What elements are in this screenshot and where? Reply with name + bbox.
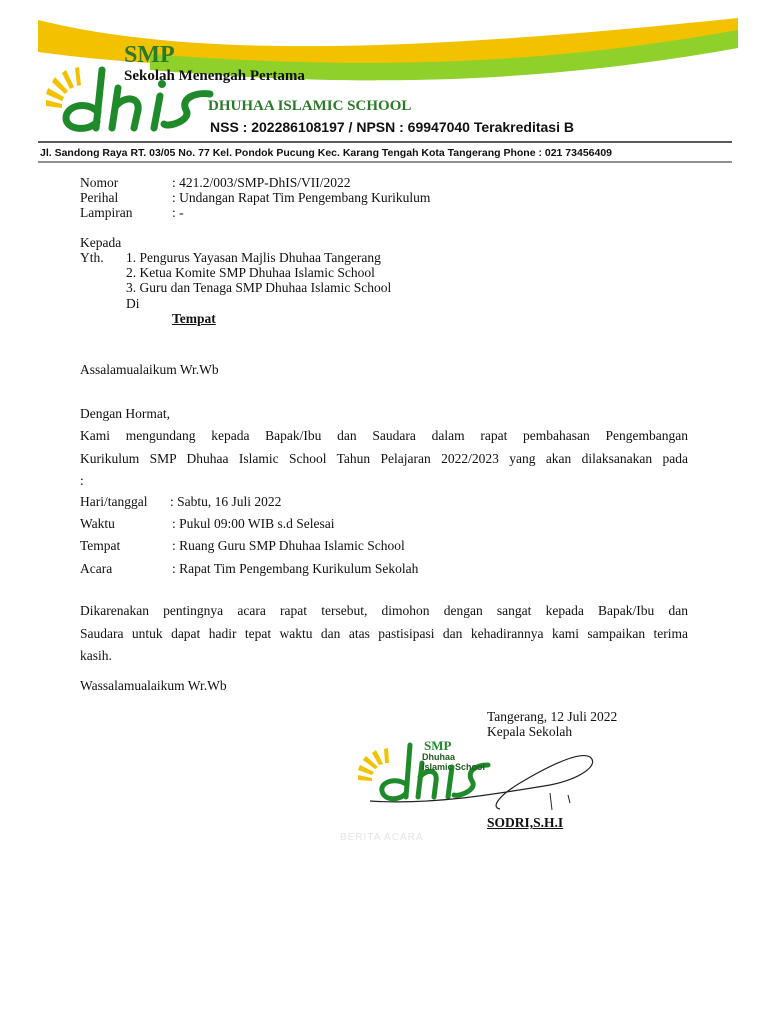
detail-label: Acara xyxy=(80,561,113,576)
paragraph-2-line-2: Saudara untuk dapat hadir tepat waktu dan atas pastisipasi dan kehadirannya kami sampaikan terima xyxy=(80,626,688,641)
detail-value: : Rapat Tim Pengembang Kurikulum Sekolah xyxy=(172,561,419,576)
logo-sun-icon xyxy=(46,67,81,108)
letterhead-nss: NSS : 202286108197 / NPSN : 69947040 Terakreditasi B xyxy=(210,119,574,135)
detail-label: Waktu xyxy=(80,516,115,531)
paragraph-1-line-2: Kurikulum SMP Dhuhaa Islamic School Tahun Pelajaran 2022/2023 yang akan dilaksanakan pada xyxy=(80,451,688,466)
detail-value: : Pukul 09:00 WIB s.d Selesai xyxy=(172,516,335,531)
closing: Wassalamualaikum Wr.Wb xyxy=(80,678,227,693)
letterhead-smp: SMP xyxy=(124,42,175,68)
letterhead-school-name: DHUHAA ISLAMIC SCHOOL xyxy=(208,98,412,114)
paragraph-1-line-1: Kami mengundang kepada Bapak/Ibu dan Saudara dalam rapat pembahasan Pengembangan xyxy=(80,428,688,443)
recipient-item: 2. Ketua Komite SMP Dhuhaa Islamic School xyxy=(126,265,375,280)
detail-value: : Sabtu, 16 Juli 2022 xyxy=(170,494,282,509)
recipient-item: 3. Guru dan Tenaga SMP Dhuhaa Islamic School xyxy=(126,280,392,295)
perihal-label: Perihal xyxy=(80,190,119,205)
nomor-value: : 421.2/003/SMP-DhIS/VII/2022 xyxy=(172,175,351,190)
perihal-value: : Undangan Rapat Tim Pengembang Kurikulum xyxy=(172,190,431,205)
stamp-smp: SMP xyxy=(424,738,452,753)
detail-value: : Ruang Guru SMP Dhuhaa Islamic School xyxy=(172,538,405,553)
greeting: Assalamualaikum Wr.Wb xyxy=(80,362,219,377)
kepada-label: Kepada xyxy=(80,235,122,250)
paragraph-2-line-1: Dikarenakan pentingnya acara rapat tersebut, dimohon dengan sangat kepada Bapak/Ibu dan xyxy=(80,603,688,618)
position-title: Kepala Sekolah xyxy=(487,724,573,739)
school-stamp-logo xyxy=(350,735,610,830)
letterhead-address: Jl. Sandong Raya RT. 03/05 No. 77 Kel. Pondok Pucung Kec. Karang Tengah Kota Tangerang Phone : 021 73456409 xyxy=(40,147,613,159)
recipient-item: 1. Pengurus Yayasan Majlis Dhuhaa Tangerang xyxy=(126,250,381,265)
faint-watermark-text: BERITA ACARA xyxy=(340,832,424,843)
detail-label: Tempat xyxy=(80,538,121,553)
signatory-name: SODRI,S.H.I xyxy=(487,815,564,830)
stamp-line-1: Dhuhaa xyxy=(422,752,456,762)
di-label: Di xyxy=(126,296,140,311)
place-date: Tangerang, 12 Juli 2022 xyxy=(487,709,618,724)
detail-label: Hari/tanggal xyxy=(80,494,148,509)
paragraph-2-line-3: kasih. xyxy=(80,648,112,663)
hormat-line: Dengan Hormat, xyxy=(80,406,170,421)
letterhead-graphic xyxy=(0,0,768,170)
tempat-heading: Tempat xyxy=(172,311,216,326)
letterhead-subtitle: Sekolah Menengah Pertama xyxy=(124,68,305,84)
stamp-sun-icon xyxy=(358,748,389,781)
yth-label: Yth. xyxy=(80,250,104,265)
paragraph-1-line-3: : xyxy=(80,473,84,488)
lampiran-value: : - xyxy=(172,205,184,220)
nomor-label: Nomor xyxy=(80,175,119,190)
stamp-line-2: Islamic School xyxy=(422,762,486,772)
lampiran-label: Lampiran xyxy=(80,205,133,220)
